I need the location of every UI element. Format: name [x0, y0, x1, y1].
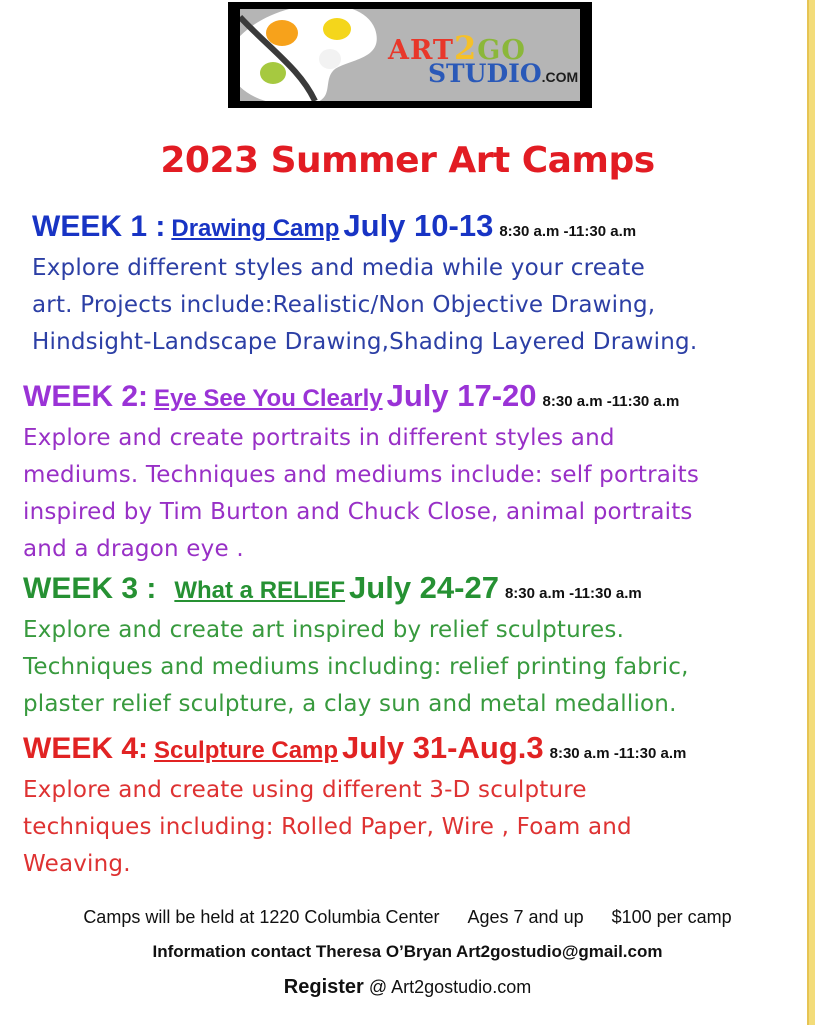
week-1-section: [32, 208, 697, 361]
camp-location: Camps will be held at 1220 Columbia Center: [83, 907, 440, 927]
week-label: WEEK 3 :: [23, 572, 157, 605]
week-heading: [32, 208, 697, 250]
contact-info: Information contact Theresa O’Bryan Art2gostudio@gmail.com: [152, 942, 663, 961]
logo-panel: [240, 9, 580, 101]
camp-dates: July 31-Aug.3: [342, 730, 544, 765]
week-heading: [23, 570, 689, 612]
camp-dates: July 10-13: [343, 208, 494, 243]
camp-ages: Ages 7 and up: [467, 907, 584, 927]
camp-description: Explore and create using different 3-D sculpture techniques including: Rolled Paper, Wire , Foam and Weaving.: [23, 777, 632, 877]
register-line: [0, 976, 815, 999]
logo-go: GO: [477, 35, 526, 66]
logo-art: ART: [388, 35, 455, 66]
week-4-section: [23, 730, 686, 883]
camp-details-line: [0, 907, 815, 928]
camp-dates: July 24-27: [349, 570, 499, 605]
camp-name: Drawing Camp: [171, 215, 340, 242]
logo-studio-text: [428, 59, 578, 88]
week-label: WEEK 2:: [23, 380, 149, 413]
week-label: WEEK 4:: [23, 732, 149, 765]
camp-price: $100 per camp: [611, 907, 732, 927]
camp-dates: July 17-20: [386, 378, 537, 413]
register-label: Register: [283, 976, 364, 998]
week-label: WEEK 1 :: [32, 210, 166, 243]
camp-description: Explore different styles and media while your create art. Projects include:Realistic/Non Objective Drawing, Hindsight-Landscape Drawing,Shading Layered Drawing.: [32, 255, 698, 355]
camp-time: 8:30 a.m -11:30 a.m: [504, 585, 642, 602]
camp-name: What a RELIEF: [174, 577, 346, 604]
register-website: @ Art2gostudio.com: [368, 977, 532, 997]
logo-studio: STUDIO: [428, 59, 542, 88]
week-2-section: [23, 378, 699, 568]
camp-description: Explore and create art inspired by relief sculptures. Techniques and mediums including: relief printing fabric, plaster relief sculpture, a clay sun and metal medallion.: [23, 617, 689, 717]
logo-com: .COM: [541, 69, 579, 85]
camp-description: Explore and create portraits in different styles and mediums. Techniques and mediums include: self portraits inspired by Tim Burton and Chuck Close, animal portraits and a dragon eye .: [23, 425, 700, 562]
week-3-section: [23, 570, 689, 723]
art2go-logo: [228, 2, 592, 108]
camp-name: Sculpture Camp: [154, 737, 339, 764]
camp-time: 8:30 a.m -11:30 a.m: [549, 745, 687, 762]
camp-name: Eye See You Clearly: [154, 385, 383, 412]
logo-two: 2: [454, 29, 478, 67]
camp-time: 8:30 a.m -11:30 a.m: [499, 223, 637, 240]
camp-time: 8:30 a.m -11:30 a.m: [542, 393, 680, 410]
page-title: 2023 Summer Art Camps: [160, 140, 655, 181]
week-heading: [23, 730, 686, 772]
week-heading: [23, 378, 699, 420]
